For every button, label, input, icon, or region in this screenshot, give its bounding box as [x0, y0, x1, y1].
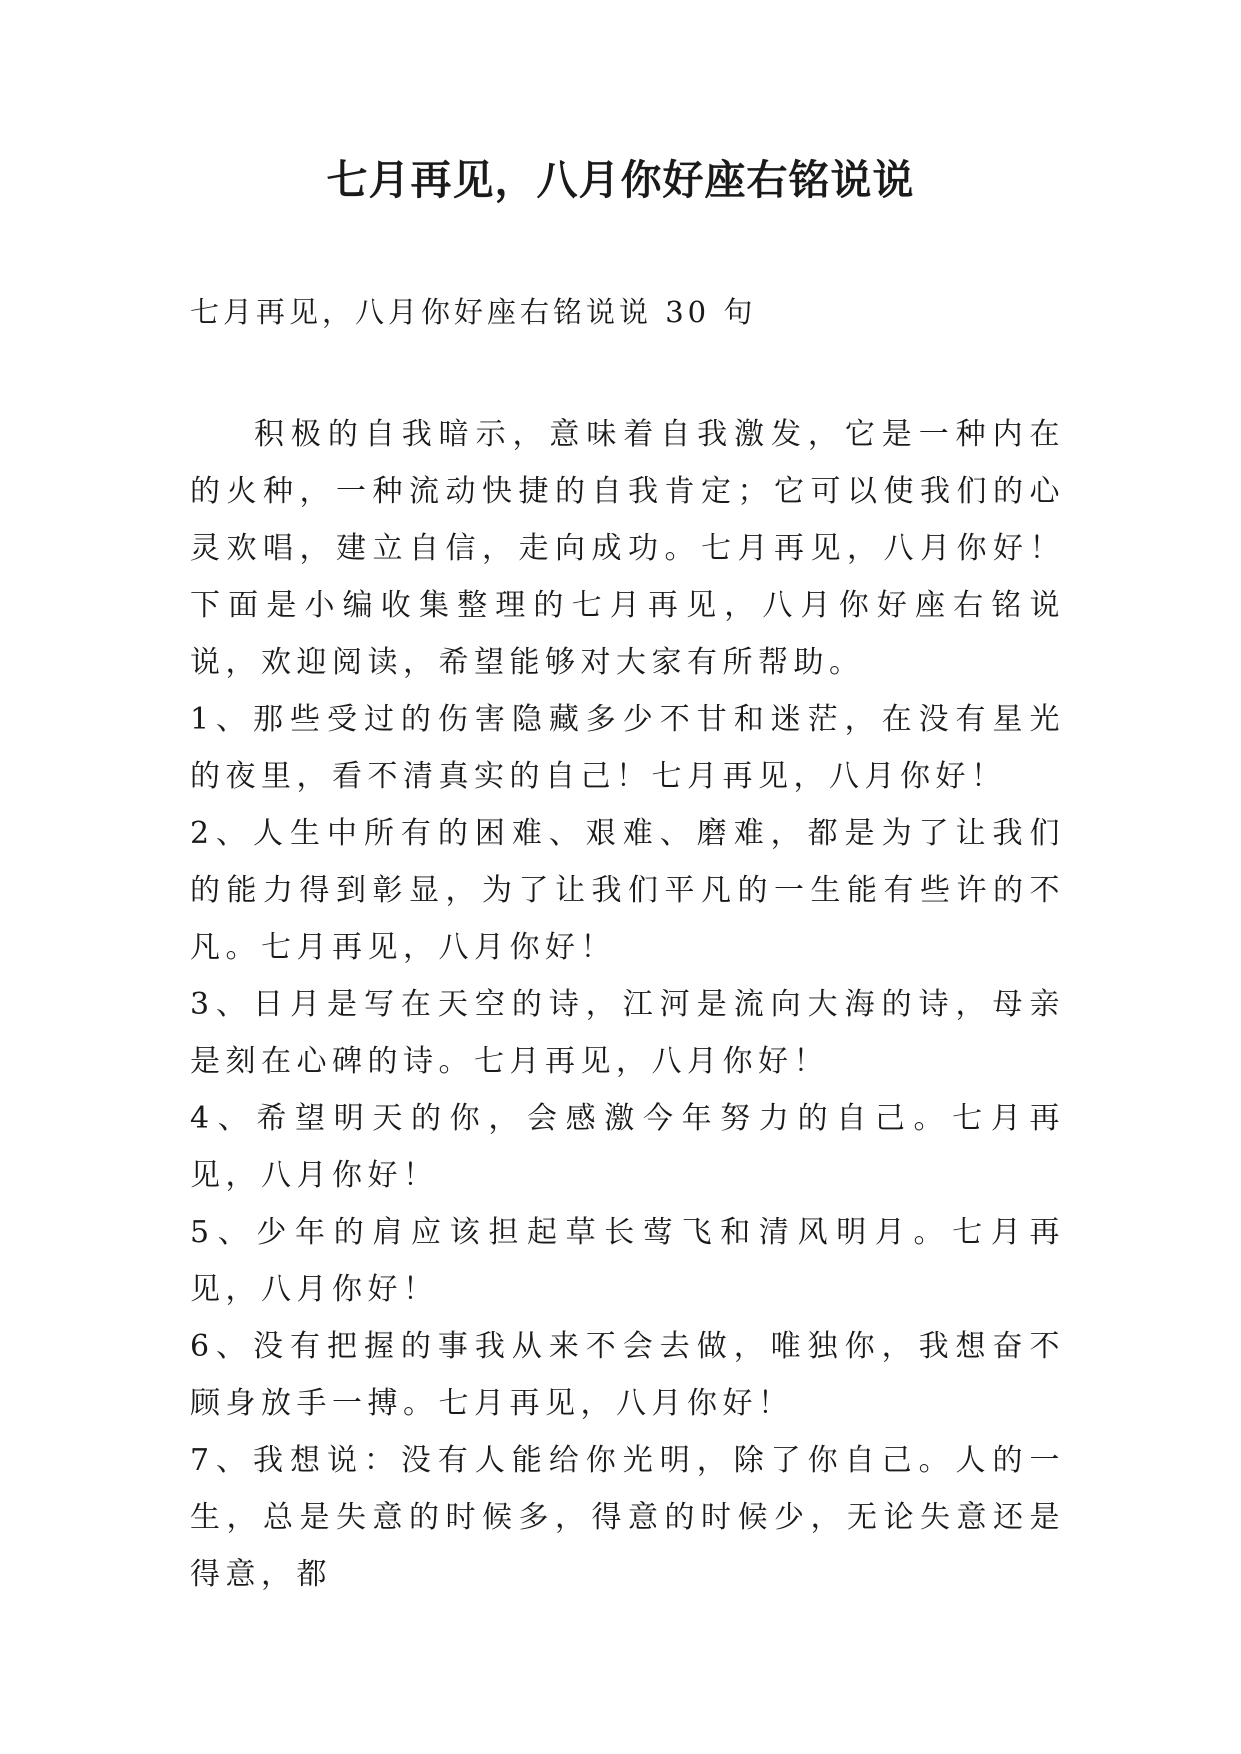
list-item: 7、我想说：没有人能给你光明，除了你自己。人的一生，总是失意的时候多，得意的时候少，无论失意还是得意，都 [190, 1443, 1065, 1592]
list-item: 3、日月是写在天空的诗，江河是流向大海的诗，母亲是刻在心碑的诗。七月再见，八月你好！ [190, 987, 1065, 1079]
document-title: 七月再见，八月你好座右铭说说 [326, 156, 915, 204]
list-item: 1、那些受过的伤害隐藏多少不甘和迷茫，在没有星光的夜里，看不清真实的自己！七月再见，八月你好！ [190, 702, 1065, 794]
list-item: 5、少年的肩应该担起草长莺飞和清风明月。七月再见，八月你好！ [190, 1215, 1065, 1307]
document-subtitle: 七月再见，八月你好座右铭说说 30 句 [190, 295, 757, 329]
list-item: 4、希望明天的你，会感激今年努力的自己。七月再见，八月你好！ [190, 1101, 1065, 1193]
list-item: 2、人生中所有的困难、艰难、磨难，都是为了让我们的能力得到彰显，为了让我们平凡的一生能有些许的不凡。七月再见，八月你好！ [190, 816, 1065, 965]
intro-paragraph: 积极的自我暗示，意味着自我激发，它是一种内在的火种，一种流动快捷的自我肯定；它可以使我们的心灵欢唱，建立自信，走向成功。七月再见，八月你好！下面是小编收集整理的七月再见，八月你好座右铭说说，欢迎阅读，希望能够对大家有所帮助。 [190, 417, 1065, 680]
list-item: 6、没有把握的事我从来不会去做，唯独你，我想奋不顾身放手一搏。七月再见，八月你好！ [190, 1329, 1065, 1421]
document-body [190, 406, 1065, 1603]
